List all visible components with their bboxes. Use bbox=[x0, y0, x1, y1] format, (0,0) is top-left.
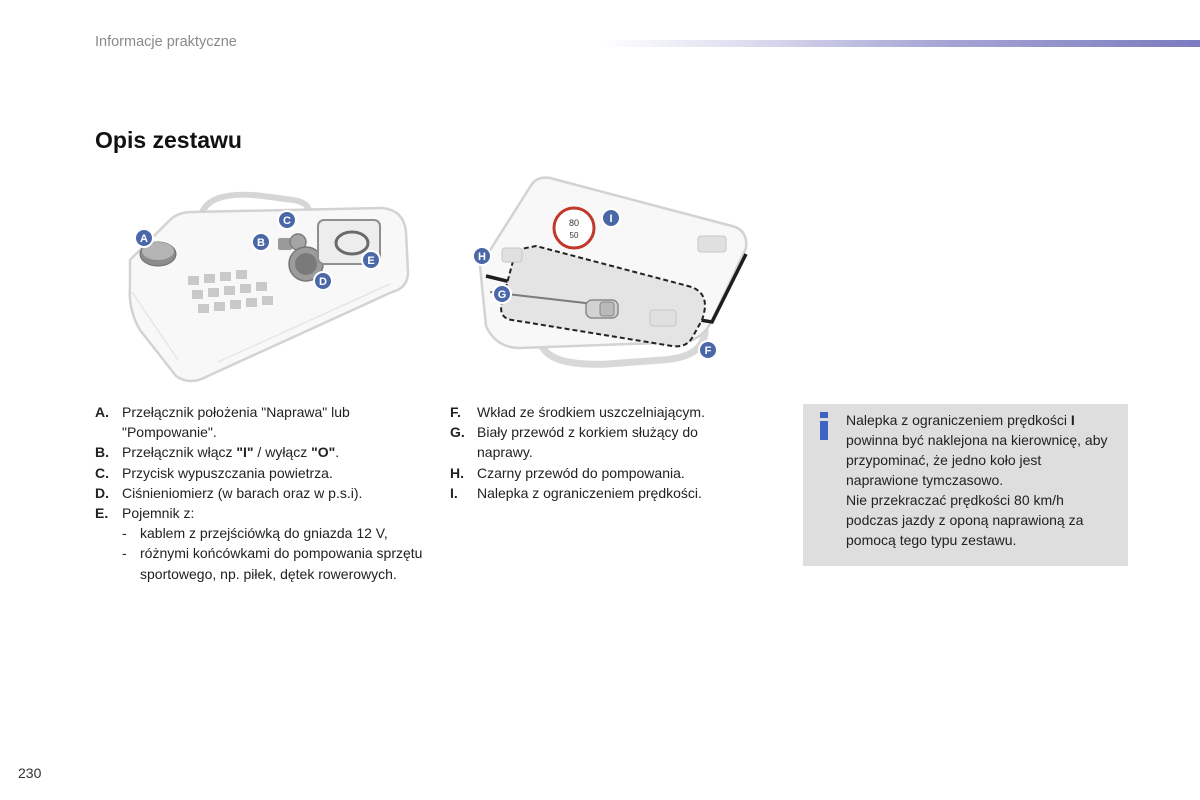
callout-h: H bbox=[478, 251, 486, 263]
sub-list-item bbox=[95, 523, 425, 543]
item-key: A. bbox=[95, 404, 109, 420]
callout-g: G bbox=[497, 289, 507, 301]
item-text: Pojemnik z: bbox=[122, 505, 195, 522]
item-text: Biały przewód z korkiem służący do naprawy. bbox=[477, 424, 698, 461]
info-icon bbox=[817, 412, 831, 440]
info-text bbox=[846, 410, 1116, 550]
component-list-left bbox=[95, 402, 425, 584]
item-text: Czarny przewód do pompowania. bbox=[477, 464, 685, 481]
callout-e: E bbox=[367, 255, 375, 267]
list-item bbox=[95, 463, 425, 483]
item-text: Przełącznik położenia "Naprawa" lub "Pompowanie". bbox=[122, 404, 350, 441]
list-item bbox=[450, 463, 750, 483]
component-list-right bbox=[450, 402, 750, 503]
item-text: Przełącznik włącz "I" / wyłącz "O". bbox=[122, 444, 340, 461]
item-key: H. bbox=[450, 464, 464, 481]
info-line1-after: powinna być naklejona na kierownicę, aby przypominać, że jedno koło jest naprawione tymczasowo. bbox=[846, 432, 1108, 488]
sub-item-dash: - bbox=[122, 525, 127, 542]
item-text: Przycisk wypuszczania powietrza. bbox=[122, 464, 333, 481]
item-key: B. bbox=[95, 444, 109, 461]
sub-item-dash: - bbox=[122, 545, 127, 562]
list-item bbox=[95, 402, 425, 442]
sub-list-item bbox=[95, 543, 425, 583]
sub-item-text: kablem z przejściówką do gniazda 12 V, bbox=[140, 525, 388, 542]
list-item bbox=[95, 483, 425, 503]
info-box bbox=[803, 404, 1128, 566]
callout-c: C bbox=[283, 215, 291, 227]
header-section-label: Informacje praktyczne bbox=[95, 34, 237, 50]
page-number: 230 bbox=[18, 765, 42, 781]
item-text: Nalepka z ograniczeniem prędkości. bbox=[477, 484, 702, 501]
list-item bbox=[450, 422, 750, 462]
sub-item-text: różnymi końcówkami do pompowania sprzętu sportowego, np. piłek, dętek rowerowych. bbox=[140, 545, 423, 582]
callout-a: A bbox=[140, 233, 148, 245]
item-text: Ciśnieniomierz (w barach oraz w p.s.i). bbox=[122, 484, 363, 501]
info-line2: Nie przekraczać prędkości 80 km/h podczas jazdy z oponą naprawioną za pomocą tego typu zestawu. bbox=[846, 492, 1084, 548]
list-item bbox=[450, 402, 750, 422]
item-text: Wkład ze środkiem uszczelniającym. bbox=[477, 404, 705, 420]
info-line1-before: Nalepka z ograniczeniem prędkości bbox=[846, 412, 1071, 428]
header-accent-bar bbox=[600, 40, 1200, 47]
page-title: Opis zestawu bbox=[95, 127, 242, 153]
item-key: D. bbox=[95, 484, 109, 501]
item-key: E. bbox=[95, 505, 109, 522]
callout-d: D bbox=[319, 276, 327, 288]
sticker-speed-80: 80 bbox=[568, 218, 580, 228]
item-key: G. bbox=[450, 424, 465, 441]
info-line1-bold: I bbox=[1070, 412, 1075, 428]
callout-f: F bbox=[704, 345, 712, 357]
list-item bbox=[95, 442, 425, 462]
callout-i: I bbox=[609, 213, 613, 225]
item-key: C. bbox=[95, 464, 109, 481]
list-item bbox=[450, 483, 750, 503]
item-key: I. bbox=[450, 484, 458, 501]
callout-b: B bbox=[257, 237, 265, 249]
list-item bbox=[95, 503, 425, 523]
item-key: F. bbox=[450, 404, 461, 420]
compressor-top-figure bbox=[118, 180, 423, 390]
sticker-speed-50: 50 bbox=[569, 231, 579, 240]
compressor-bottom-figure bbox=[450, 170, 775, 385]
